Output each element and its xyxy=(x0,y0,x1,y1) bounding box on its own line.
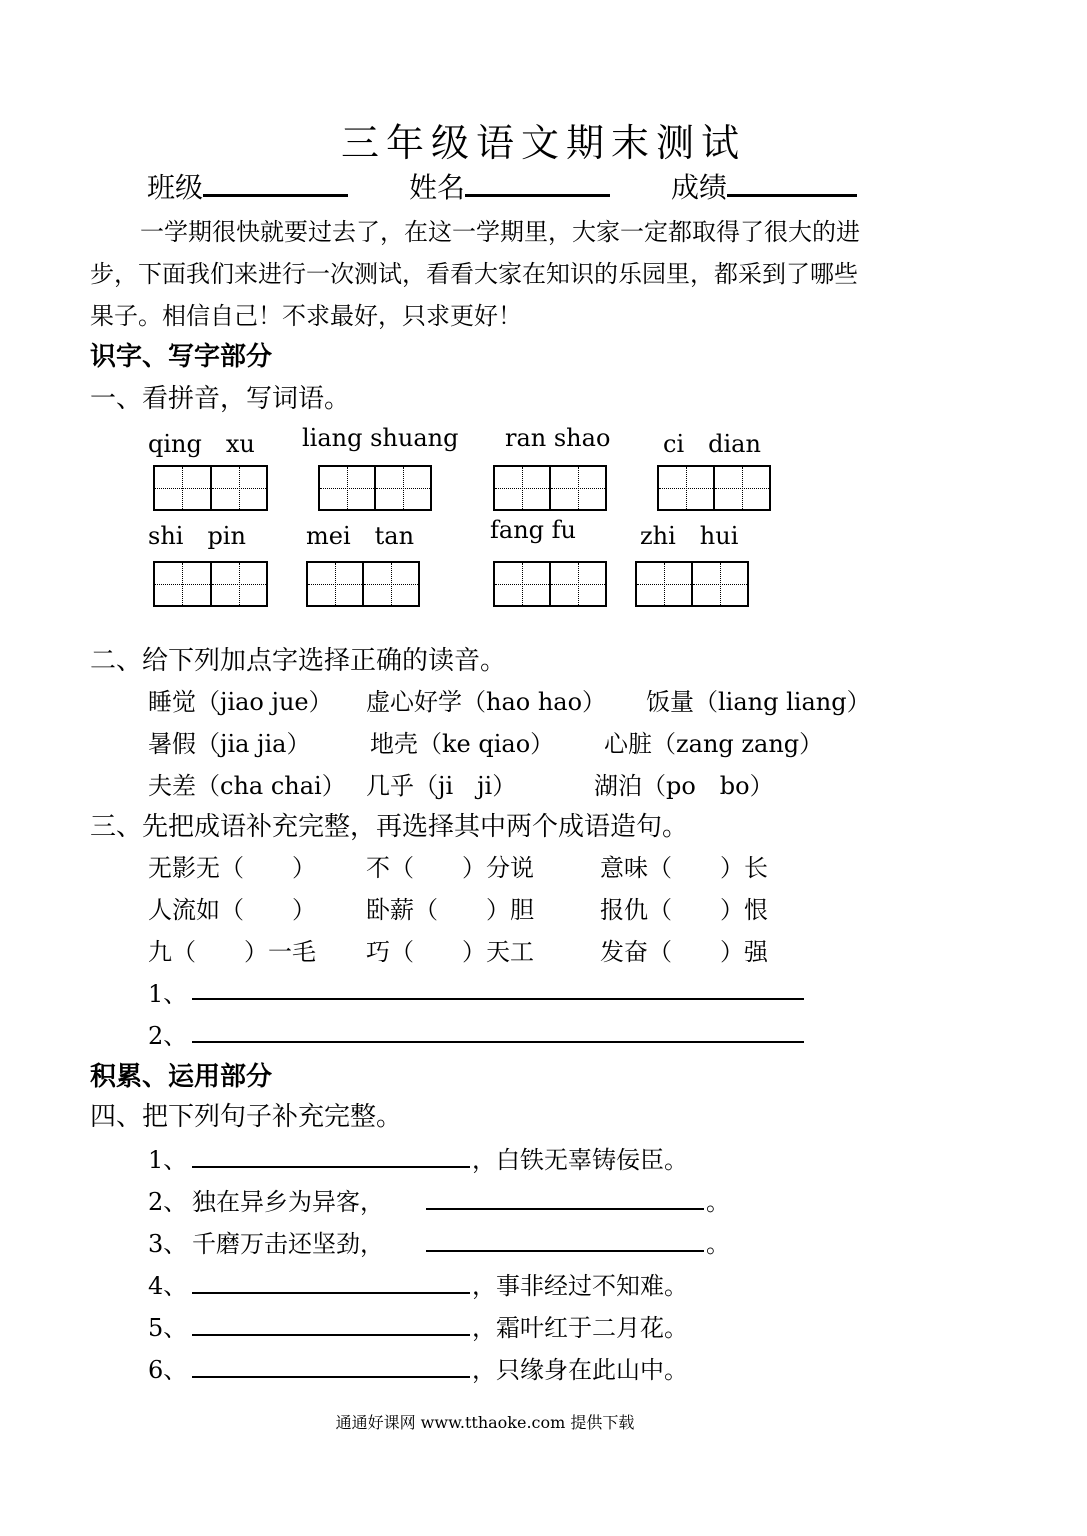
intro-line-1: 一学期很快就要过去了，在这一学期里，大家一定都取得了很大的进 xyxy=(140,218,860,246)
fill-blank-line[interactable] xyxy=(426,1250,704,1252)
sentence-number: 1、 xyxy=(148,980,188,1008)
sentence-answer-line[interactable] xyxy=(192,998,804,1000)
reading-choice-item: 夫差（cha chai） xyxy=(148,772,346,800)
idiom-item: 无影无（ ） xyxy=(148,854,316,882)
writing-grid[interactable] xyxy=(153,561,268,607)
pinyin-label: ci dian xyxy=(663,430,761,458)
writing-grid[interactable] xyxy=(493,561,607,607)
idiom-item: 不（ ）分说 xyxy=(366,854,534,882)
pinyin-label: qing xu xyxy=(148,430,255,458)
idiom-item: 巧（ ）天工 xyxy=(366,938,534,966)
writing-grid[interactable] xyxy=(318,465,432,511)
reading-choice-item: 睡觉（jiao jue） xyxy=(148,688,333,716)
sentence-number: 2、 xyxy=(148,1022,188,1050)
score-label: 成绩 xyxy=(671,171,728,204)
section-heading-application: 积累、运用部分 xyxy=(90,1062,273,1092)
page-title: 三年级语文期末测试 xyxy=(340,121,746,165)
writing-grid[interactable] xyxy=(635,561,749,607)
question-1-prompt: 一、看拼音，写词语。 xyxy=(90,384,351,414)
fill-item-text: 。 xyxy=(706,1188,730,1216)
section-heading-literacy: 识字、写字部分 xyxy=(90,342,273,372)
fill-item-text: 千磨万击还坚劲， xyxy=(192,1230,384,1258)
fill-blank-line[interactable] xyxy=(192,1292,470,1294)
fill-item-number: 5、 xyxy=(148,1314,188,1342)
idiom-item: 意味（ ）长 xyxy=(600,854,768,882)
reading-choice-item: 地壳（ke qiao） xyxy=(370,730,555,758)
intro-line-3: 果子。相信自己！不求最好，只求更好！ xyxy=(90,302,522,330)
reading-choice-item: 饭量（liang liang） xyxy=(646,688,871,716)
score-blank[interactable] xyxy=(727,168,857,197)
fill-blank-line[interactable] xyxy=(192,1166,470,1168)
question-4-prompt: 四、把下列句子补充完整。 xyxy=(90,1102,403,1132)
fill-item-text: ，霜叶红于二月花。 xyxy=(472,1314,688,1342)
reading-choice-item: 心脏（zang zang） xyxy=(604,730,824,758)
pinyin-label: mei tan xyxy=(306,522,415,550)
class-blank[interactable] xyxy=(203,168,348,197)
name-label: 姓名 xyxy=(409,171,466,204)
class-label: 班级 xyxy=(147,171,204,204)
pinyin-label: liang shuang xyxy=(302,424,459,452)
fill-item-number: 3、 xyxy=(148,1230,188,1258)
idiom-item: 报仇（ ）恨 xyxy=(600,896,768,924)
pinyin-label: zhi hui xyxy=(640,522,739,550)
idiom-item: 人流如（ ） xyxy=(148,896,316,924)
idiom-item: 卧薪（ ）胆 xyxy=(366,896,534,924)
footer-text: 通通好课网 www.tthaoke.com 提供下载 xyxy=(335,1413,635,1432)
fill-item-text: ，事非经过不知难。 xyxy=(472,1272,688,1300)
fill-item-text: ，只缘身在此山中。 xyxy=(472,1356,688,1384)
question-3-prompt: 三、先把成语补充完整，再选择其中两个成语造句。 xyxy=(90,812,689,842)
intro-line-2: 步，下面我们来进行一次测试，看看大家在知识的乐园里，都采到了哪些 xyxy=(90,260,858,288)
reading-choice-item: 湖泊（po bo） xyxy=(594,772,774,800)
writing-grid[interactable] xyxy=(657,465,771,511)
fill-item-text: 。 xyxy=(706,1230,730,1258)
fill-blank-line[interactable] xyxy=(426,1208,704,1210)
fill-item-number: 6、 xyxy=(148,1356,188,1384)
pinyin-label: shi pin xyxy=(148,522,246,550)
fill-item-text: 独在异乡为异客， xyxy=(192,1188,384,1216)
reading-choice-item: 几乎（ji ji） xyxy=(366,772,517,800)
idiom-item: 发奋（ ）强 xyxy=(600,938,768,966)
pinyin-label: ran shao xyxy=(505,424,611,452)
writing-grid[interactable] xyxy=(493,465,607,511)
fill-item-number: 2、 xyxy=(148,1188,188,1216)
idiom-item: 九（ ）一毛 xyxy=(148,938,316,966)
question-2-prompt: 二、给下列加点字选择正确的读音。 xyxy=(90,646,507,676)
writing-grid[interactable] xyxy=(153,465,268,511)
sentence-answer-line[interactable] xyxy=(192,1041,804,1043)
fill-item-number: 4、 xyxy=(148,1272,188,1300)
fill-item-text: ，白铁无辜铸佞臣。 xyxy=(472,1146,688,1174)
name-blank[interactable] xyxy=(465,168,610,197)
reading-choice-item: 虚心好学（hao hao） xyxy=(366,688,607,716)
pinyin-label: fang fu xyxy=(490,516,576,544)
reading-choice-item: 暑假（jia jia） xyxy=(148,730,311,758)
name-field xyxy=(409,166,610,206)
fill-blank-line[interactable] xyxy=(192,1334,470,1336)
score-field xyxy=(671,166,857,206)
fill-blank-line[interactable] xyxy=(192,1376,470,1378)
writing-grid[interactable] xyxy=(306,561,420,607)
fill-item-number: 1、 xyxy=(148,1146,188,1174)
class-field xyxy=(147,166,348,206)
